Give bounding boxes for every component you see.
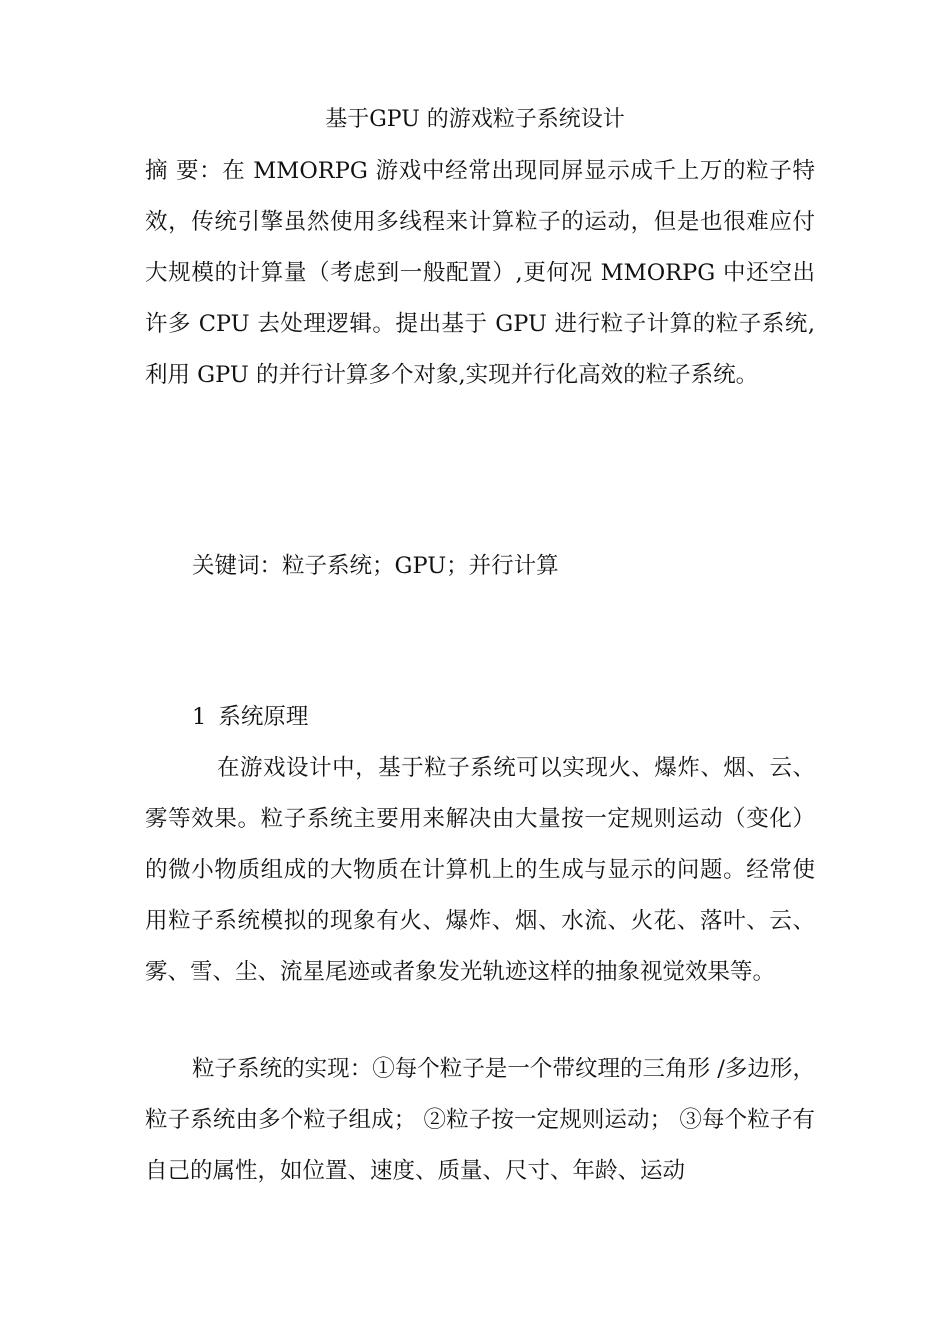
document-title: 基于GPU 的游戏粒子系统设计 bbox=[325, 107, 625, 132]
section-heading bbox=[192, 697, 308, 737]
body-paragraph: 在游戏设计中，基于粒子系统可以实现火、爆炸、烟、云、雾等效果。粒子系统主要用来解决由大量按一定规则运动（变化）的微小物质组成的大物质在计算机上的生成与显示的问题。经常使用粒子系统模拟的现象有火、爆炸、烟、水流、火花、落叶、云、雾、雪、尘、流星尾迹或者象发光轨迹这样的抽象视觉效果等。 bbox=[145, 755, 815, 985]
keywords-line: 关键词：粒子系统；GPU；并行计算 bbox=[192, 553, 559, 579]
section-title: 系统原理 bbox=[218, 704, 309, 730]
abstract-paragraph: 摘 要：在 MMORPG 游戏中经常出现同屏显示成千上万的粒子特效，传统引擎虽然使用多线程来计算粒子的运动，但是也很难应付大规模的计算量（考虑到一般配置）,更何况 MMORPG 中还空出许多 CPU 去处理逻辑。提出基于 GPU 进行粒子计算的粒子系统,利用 GPU 的并行计算多个对象,实现并行化高效的粒子系统。 bbox=[145, 158, 815, 388]
section-number: 1 bbox=[192, 704, 207, 730]
body-paragraph: 粒子系统的实现：①每个粒子是一个带纹理的三角形 /多边形，粒子系统由多个粒子组成； ②粒子按一定规则运动； ③每个粒子有自己的属性，如位置、速度、质量、尺寸、年龄、运动 bbox=[145, 1056, 815, 1184]
